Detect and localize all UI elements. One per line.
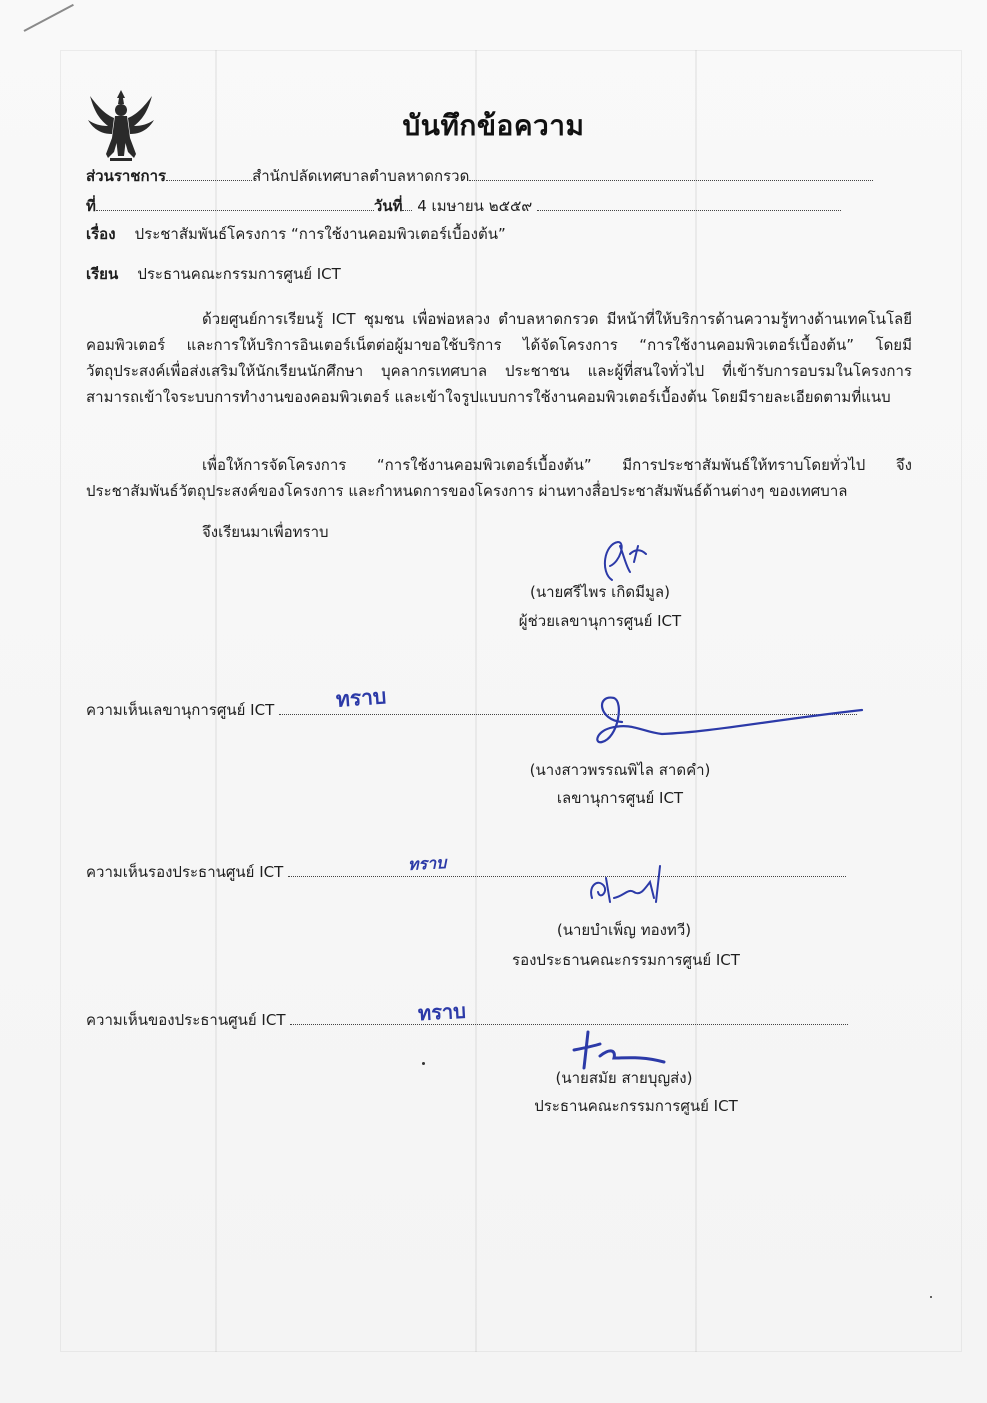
- to-row: [86, 264, 341, 284]
- paragraph-2-text: เพื่อให้การจัดโครงการ “การใช้งานคอมพิวเตอร์เบื้องต้น” มีการประชาสัมพันธ์ให้ทราบโดยทั่วไป จึงประชาสัมพันธ์วัตถุประสงค์ของโครงการ และกำหนดการของโครงการ ผ่านทางสื่อประชาสัมพันธ์ด้านต่างๆ ของเทศบาล: [86, 456, 912, 500]
- chair-opinion-label: ความเห็นของประธานศูนย์ ICT: [86, 1011, 286, 1029]
- subject-row: [86, 224, 506, 244]
- secretary-name: (นางสาวพรรณพิไล สาดคำ): [529, 761, 711, 779]
- memo-title: บันทึกข้อความ: [402, 109, 585, 142]
- ref-label: ที่: [86, 197, 96, 215]
- dotted-line: [402, 196, 412, 211]
- vice-chair-opinion-label: ความเห็นรองประธานศูนย์ ICT: [86, 863, 284, 881]
- body-paragraph-2: [86, 452, 912, 504]
- subject-value: ประชาสัมพันธ์โครงการ “การใช้งานคอมพิวเตอร์เบื้องต้น”: [134, 225, 506, 243]
- vice-chair-position: รองประธานคณะกรรมการศูนย์ ICT: [512, 951, 740, 969]
- dotted-line: [537, 196, 841, 211]
- signature-chair: [570, 1028, 670, 1072]
- chair-handwritten-note: ทราบ: [417, 998, 467, 1026]
- signature-vice-chair: [584, 862, 674, 912]
- dotted-line: [469, 166, 873, 181]
- dotted-line: [290, 1010, 848, 1025]
- closing-line: จึงเรียนมาเพื่อทราบ: [202, 523, 329, 541]
- pencil-scratch-mark: [24, 4, 74, 32]
- signatory-1-name: (นายศรีไพร เกิดมีมูล): [530, 583, 670, 601]
- vice-chair-name: (นายบำเพ็ญ ทองทวี): [556, 921, 692, 939]
- signatory-1-position: ผู้ช่วยเลขานุการศูนย์ ICT: [518, 612, 682, 630]
- secretary-opinion-label: ความเห็นเลขานุการศูนย์ ICT: [86, 701, 275, 719]
- dotted-line: [96, 196, 374, 211]
- secretary-position: เลขานุการศูนย์ ICT: [556, 789, 684, 807]
- chair-opinion-row: [86, 1010, 848, 1030]
- signature-secretary: [592, 692, 872, 752]
- agency-row: [86, 166, 873, 186]
- secretary-handwritten-note: ทราบ: [335, 684, 387, 712]
- body-paragraph-1: [86, 306, 912, 410]
- to-value: ประธานคณะกรรมการศูนย์ ICT: [137, 265, 341, 283]
- vice-chair-handwritten-note: ทราบ: [407, 853, 447, 874]
- to-label: เรียน: [86, 265, 119, 283]
- agency-label: ส่วนราชการ: [86, 167, 167, 185]
- ink-dot: [422, 1062, 425, 1065]
- paragraph-1-text: ด้วยศูนย์การเรียนรู้ ICT ชุมชน เพื่อพ่อหลวง ตำบลหาดกรวด มีหน้าที่ให้บริการด้านความรู้ทางด้านเทคโนโลยีคอมพิวเตอร์ และการให้บริการอินเตอร์เน็ตต่อผู้มาขอใช้บริการ ได้จัดโครงการ “การใช้งานคอมพิวเตอร์เบื้องต้น” โดยมีวัตถุประสงค์เพื่อส่งเสริมให้นักเรียนนักศึกษา บุคลากรเทศบาล ประชาชน และผู้ที่สนใจทั่วไป ที่เข้ารับการอบรมในโครงการสามารถเข้าใจระบบการทำงานของคอมพิวเตอร์ และเข้าใจรูปแบบการใช้งานคอมพิวเตอร์เบื้องต้น โดยมีรายละเอียดตามที่แนบ: [86, 310, 912, 406]
- subject-label: เรื่อง: [86, 225, 116, 243]
- vice-chair-opinion-row: [86, 862, 846, 882]
- chair-position: ประธานคณะกรรมการศูนย์ ICT: [534, 1097, 738, 1115]
- chair-name: (นายสมัย สายบุญส่ง): [555, 1069, 693, 1087]
- dotted-line: [288, 862, 846, 877]
- paper-speck: [930, 1296, 932, 1298]
- date-value: 4 เมษายน ๒๕๕๙: [417, 197, 533, 215]
- dotted-line: [166, 166, 252, 181]
- agency-value: สำนักปลัดเทศบาลตำบลหาดกรวด: [252, 167, 470, 185]
- date-label: วันที่: [373, 197, 403, 215]
- ref-date-row: [86, 196, 841, 216]
